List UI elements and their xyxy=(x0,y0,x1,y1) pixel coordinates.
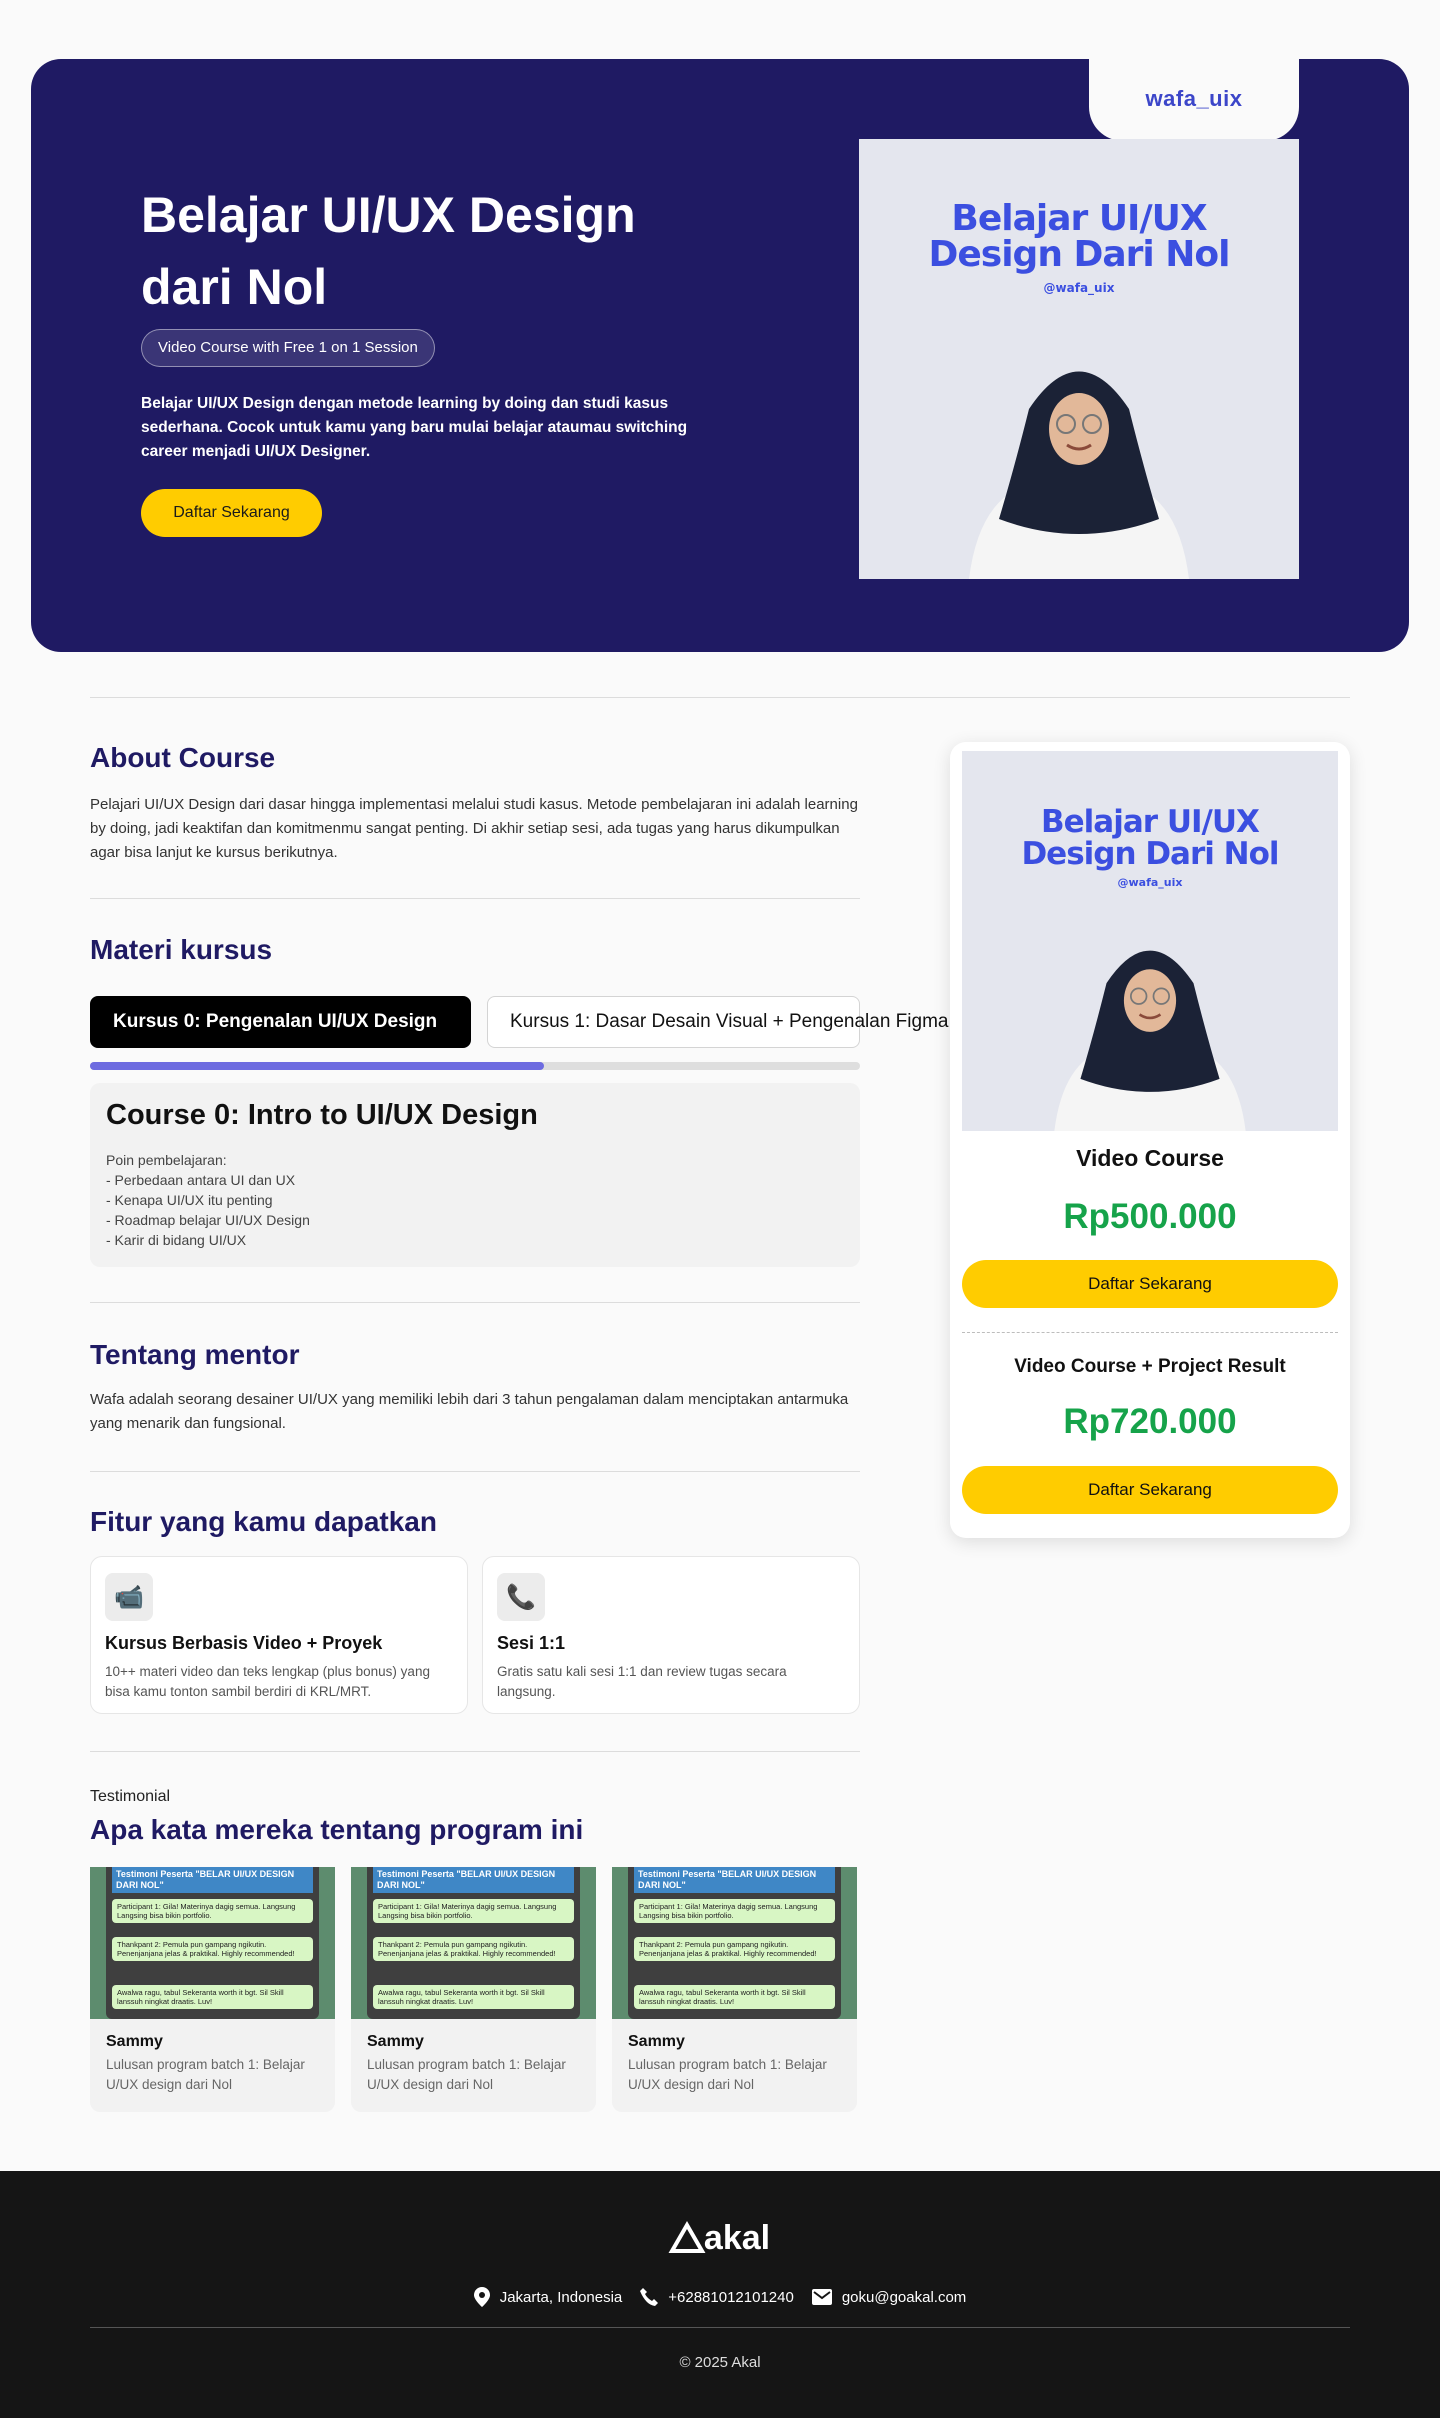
mentor-photo xyxy=(969,349,1189,579)
feature-desc: 10++ materi video dan teks lengkap (plus bonus) yang bisa kamu tonton sambil berdiri di KRL/MRT. xyxy=(105,1664,430,1699)
divider xyxy=(962,1332,1338,1333)
plan-name-project: Video Course + Project Result xyxy=(1014,1356,1286,1377)
feature-card-video xyxy=(90,1556,468,1714)
tab-kursus-1[interactable]: Kursus 1: Dasar Desain Visual + Pengenalan Figma xyxy=(487,996,860,1048)
contact-list xyxy=(0,2287,1440,2307)
register-video-button[interactable]: Daftar Sekarang xyxy=(962,1260,1338,1308)
mail-icon xyxy=(812,2289,832,2305)
cover-handle: @wafa_uix xyxy=(1117,876,1183,889)
testimonial-screenshot: Testimoni Peserta "BELAR UI/UX DESIGN DARI NOL" Participant 1: Gila! Materinya dagig semua. Langsung Langsing bisa bikin portfolio. Thankpant 2: Pemula pun gampang ngikutin. Penenjanjana jelas & praktikal. Highly recommended! Awalwa ragu, tabul Sekeranta worth it bgt. Sil Skill lanssuh ningkat draatis. Luv! xyxy=(612,1867,857,2019)
testimonial-desc: Lulusan program batch 1: Belajar U/UX design dari Nol xyxy=(367,2057,566,2092)
feature-title: Sesi 1:1 xyxy=(497,1633,566,1653)
plan-price-project: Rp720.000 xyxy=(1063,1402,1237,1441)
phone-item[interactable]: +62881012101240 xyxy=(640,2288,794,2306)
divider xyxy=(90,898,860,899)
point-item: - Roadmap belajar UI/UX Design xyxy=(106,1212,310,1228)
course-progress-fill xyxy=(90,1062,544,1070)
divider xyxy=(90,1302,860,1303)
features-title: Fitur yang kamu dapatkan xyxy=(90,1506,437,1537)
testimonial-label: Testimonial xyxy=(90,1788,171,1805)
mentor-photo xyxy=(1045,931,1255,1131)
hero-register-button[interactable]: Daftar Sekarang xyxy=(141,489,322,537)
plan-price-video: Rp500.000 xyxy=(1063,1197,1237,1236)
copyright: © 2025 Akal xyxy=(679,2354,761,2371)
testimonial-desc: Lulusan program batch 1: Belajar U/UX design dari Nol xyxy=(628,2057,827,2092)
handle-label: wafa_uix xyxy=(1145,86,1243,111)
akal-logo[interactable]: akal xyxy=(0,2219,1440,2258)
testimonial-screenshot: Testimoni Peserta "BELAR UI/UX DESIGN DARI NOL" Participant 1: Gila! Materinya dagig semua. Langsung Langsing bisa bikin portfolio. Thankpant 2: Pemula pun gampang ngikutin. Penenjanjana jelas & praktikal. Highly recommended! Awalwa ragu, tabul Sekeranta worth it bgt. Sil Skill lanssuh ningkat draatis. Luv! xyxy=(90,1867,335,2019)
testimonial-card xyxy=(351,1867,596,2112)
feature-desc: Gratis satu kali sesi 1:1 dan review tugas secara langsung. xyxy=(497,1664,787,1699)
point-item: - Kenapa UI/UX itu penting xyxy=(106,1192,273,1208)
course-detail-panel xyxy=(90,1083,860,1267)
point-item: - Karir di bidang UI/UX xyxy=(106,1232,247,1248)
tab-kursus-0[interactable]: Kursus 0: Pengenalan UI/UX Design xyxy=(90,996,471,1048)
instagram-handle-tab[interactable] xyxy=(1089,57,1299,141)
testimonial-name: Sammy xyxy=(628,2033,685,2050)
divider xyxy=(90,697,1350,698)
course-progress-bar xyxy=(90,1062,860,1070)
feature-title: Kursus Berbasis Video + Proyek xyxy=(105,1633,383,1653)
testimonial-desc: Lulusan program batch 1: Belajar U/UX design dari Nol xyxy=(106,2057,305,2092)
hero-description: Belajar UI/UX Design dengan metode learning by doing dan studi kasus sederhana. Cocok untuk kamu yang baru mulai belajar ataumau switching career menjadi UI/UX Designer. xyxy=(141,395,688,460)
testimonial-card xyxy=(90,1867,335,2112)
video-camera-icon: 📹 xyxy=(105,1573,153,1621)
cover-title: Belajar UI/UX Design Dari Nol xyxy=(928,198,1230,275)
testimonial-name: Sammy xyxy=(106,2033,163,2050)
hero-banner xyxy=(31,59,1409,652)
phone-icon xyxy=(640,2288,658,2306)
hero-title: Belajar UI/UX Design dari Nol xyxy=(141,187,636,315)
mentor-text: Wafa adalah seorang desainer UI/UX yang memiliki lebih dari 3 tahun pengalaman dalam menciptakan antarmuka yang menarik dan fungsional. xyxy=(90,1391,849,1432)
point-item: - Perbedaan antara UI dan UX xyxy=(106,1172,296,1188)
divider xyxy=(90,1751,860,1752)
materi-title: Materi kursus xyxy=(90,934,273,965)
footer xyxy=(0,2171,1440,2418)
cover-title: Belajar UI/UX Design Dari Nol xyxy=(1021,804,1279,872)
plan-name-video: Video Course xyxy=(1076,1145,1224,1171)
course-title: Course 0: Intro to UI/UX Design xyxy=(106,1099,538,1131)
course-type-badge: Video Course with Free 1 on 1 Session xyxy=(141,329,435,367)
about-text: Pelajari UI/UX Design dari dasar hingga implementasi melalui studi kasus. Metode pembelajaran ini adalah learning by doing, jadi keaktifan dan komitmenmu sangat penting. Di akhir setiap sesi, ada tugas yang harus dikumpulkan agar bisa lanjut ke kursus berikutnya. xyxy=(90,796,858,861)
location-item: Jakarta, Indonesia xyxy=(474,2287,623,2307)
testimonial-name: Sammy xyxy=(367,2033,424,2050)
pricing-cover-image xyxy=(962,751,1338,1131)
email-item[interactable]: goku@goakal.com xyxy=(812,2289,966,2306)
phone-icon: 📞 xyxy=(497,1573,545,1621)
map-pin-icon xyxy=(474,2287,490,2307)
testimonial-screenshot: Testimoni Peserta "BELAR UI/UX DESIGN DARI NOL" Participant 1: Gila! Materinya dagig semua. Langsung Langsing bisa bikin portfolio. Thankpant 2: Pemula pun gampang ngikutin. Penenjanjana jelas & praktikal. Highly recommended! Awalwa ragu, tabul Sekeranta worth it bgt. Sil Skill lanssuh ningkat draatis. Luv! xyxy=(351,1867,596,2019)
cover-handle: @wafa_uix xyxy=(1043,281,1115,295)
testimonial-title: Apa kata mereka tentang program ini xyxy=(90,1814,584,1845)
feature-card-session xyxy=(482,1556,860,1714)
mentor-title: Tentang mentor xyxy=(90,1339,300,1370)
divider xyxy=(90,2327,1350,2328)
divider xyxy=(90,1471,860,1472)
hero-cover-image xyxy=(859,139,1299,579)
points-label: Poin pembelajaran: xyxy=(106,1152,227,1168)
pricing-card xyxy=(950,742,1350,1538)
testimonial-card xyxy=(612,1867,857,2112)
register-project-button[interactable]: Daftar Sekarang xyxy=(962,1466,1338,1514)
triangle-logo-icon xyxy=(670,2223,704,2253)
about-title: About Course xyxy=(90,742,276,773)
